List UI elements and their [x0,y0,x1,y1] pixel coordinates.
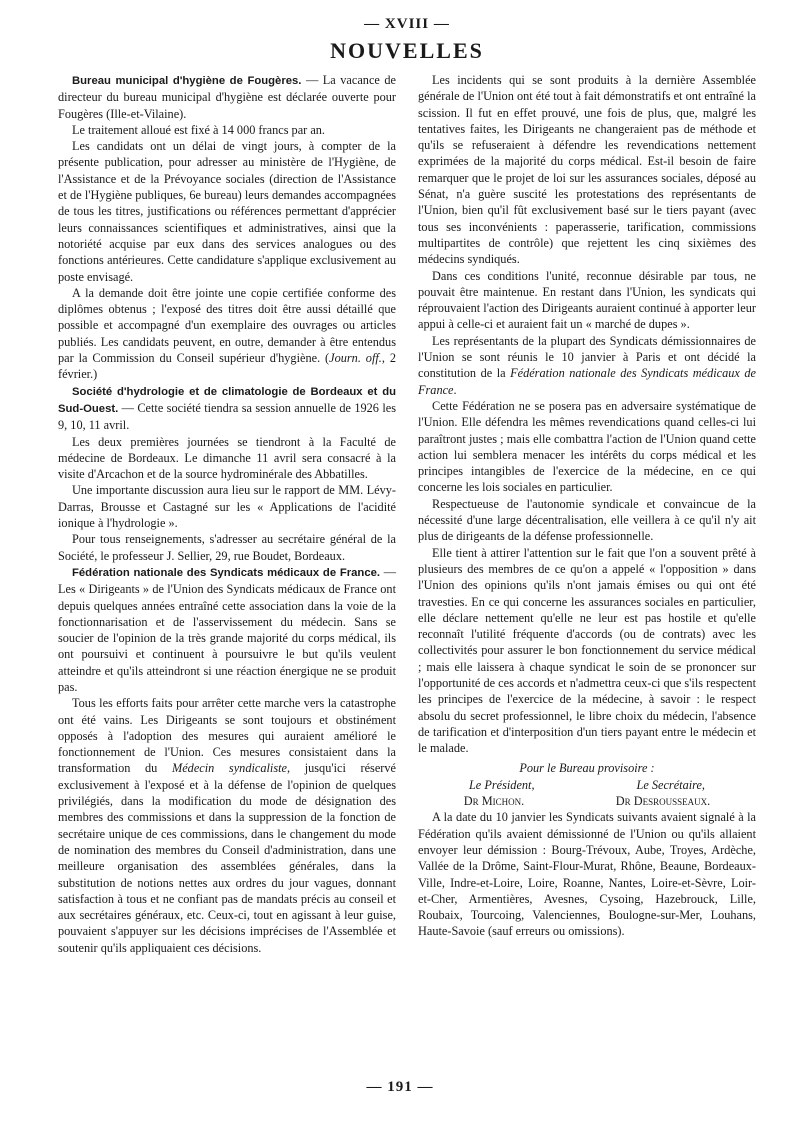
right-text-3a: Les représentants de la plupart des Syndicats démissionnaires de l'Union se sont réunis le 10 janvier à Paris et ont décidé la constitution de la [418,333,756,381]
federation-name: Fédération nationale des Syndicats médicaux de France [418,366,756,397]
fed-paragraph-2 [58,695,396,956]
roman-page-number: — XVIII — [364,16,450,32]
hydro-paragraph-1 [58,383,396,434]
fed-text-2a: Tous les efforts faits pour arrêter cette marche vers la catastrophe ont été vains. Les Dirigeants se sont toujours et obstinément opposés à l'adoption des mesures qui auraient amélioré le fonctionnement de l'Union. Ces mesures consistaient dans la transformation du [58,696,396,776]
bureau-text-1: — La vacance de directeur du bureau municipal d'hygiène est déclarée ouverte pour Fougères (Ille-et-Vilaine). [58,73,396,121]
signature-roles [418,777,756,793]
bureau-paragraph-4 [58,285,396,383]
hydro-paragraph-3: Une importante discussion aura lieu sur le rapport de MM. Lévy-Darras, Brousse et Castagné sur les « Applications de l'acidité ionique à l'hydrologie ». [58,483,396,531]
text-columns [58,72,756,956]
fed-paragraph-1 [58,564,396,695]
hydro-text-1: — Cette société tiendra sa session annuelle de 1926 les 9, 10, 11 avril. [58,400,396,433]
medecin-syndicaliste-title: Médecin syndicaliste [171,761,287,776]
fed-heading: Fédération nationale des Syndicats médicaux de France. [72,566,381,579]
hydro-paragraph-2: Les deux premières journées se tiendront à la Faculté de médecine de Bordeaux. Le dimanche 11 avril sera consacré à la visite d'Arcachon et de la source hydrominérale des Abbatilles. [58,434,396,482]
right-column [418,72,756,956]
bureau-paragraph-3: Les candidats ont un délai de vingt jours, à compter de la présente publication, pour adresser au ministère de l'Hygiène, de l'Assistance et de la Prévoyance sociales (direction de l'Assistance et de l'Hygiène publiques, 6e bureau) leurs demandes accompagnées de tous les titres, justifications ou références permettant d'apprécier leurs connaissances scientifiques et administratives, ainsi que la notoriété acquise par eux dans des services analogues ou des fonctions antérieures. Cette candidature s'applique exclusivement au poste envisagé. [58,139,396,284]
page-number: — 191 — [366,1079,434,1095]
right-paragraph-3 [418,333,756,398]
right-text-3b: . [453,382,457,397]
right-paragraph-4: Cette Fédération ne se posera pas en adversaire systématique de l'Union. Elle défendra les mêmes revendications quand celles-ci lui paraîtront justes ; mais elle combattra l'action de l'Union quand cette action lui semblera menacer les intérêts du corps médical et les principes intangibles de l'exercice de la médecine, en ce qui concerne les lois sociales en particulier. [418,398,756,495]
right-paragraph-6: Elle tient à attirer l'attention sur le fait que l'on a souvent prêté à plusieurs des membres de ce qu'on a appelé « l'opposition » dans l'Union des opinions qu'ils n'ont jamais émises ou qui ont été travesties. En ce qui concerne les assurances sociales en particulier, elle déclare nettement qu'elle ne leur est pas hostile et qu'elle reconnaît l'utilité fréquente d'accords (ou de contrats) avec les collectivités pour assurer le bon fonctionnement du service médical ; mais elle laissera à chaque syndicat le soin de se prononcer sur l'opportunité de ces accords et n'admettra ceux-ci que s'ils respectent les principes de l'exercice de la médecine, à savoir : le respect absolu du secret professionnel, le libre choix du médecin, l'absence de tarification et d'interposition d'un tiers payant entre le médecin et le malade. [418,545,756,756]
hydro-paragraph-4: Pour tous renseignements, s'adresser au secrétaire général de la Société, le professeur J. Sellier, 29, rue Boudet, Bordeaux. [58,532,396,563]
secretary-role: Le Secrétaire, [636,777,706,792]
section-title: NOUVELLES [330,38,484,63]
bureau-text-4: A la demande doit être jointe une copie certifiée conforme des diplômes obtenus ; l'exposé des titres doit être aussi détaillé que possible et accompagné d'un exemplaire des ouvrages ou articles publiés. Les candidats peuvent, en outre, demander à être entendus par la Commission du Conseil supérieur d'hygiène. ( [58,285,396,366]
right-paragraph-5: Respectueuse de l'autonomie syndicale et convaincue de la nécessité d'une large décentralisation, elle veillera à ce qu'il n'y ait plus de dirigeants de la défense professionnelle. [418,496,756,544]
bureau-heading: Bureau municipal d'hygiène de Fougères. [72,75,302,87]
hydro-heading: Société d'hydrologie et de climatologie de Bordeaux et du Sud-Ouest. [58,385,396,415]
bureau-date: , 2 février.) [58,351,396,382]
president-name: Dr Michon. [463,794,525,809]
signature-names [418,793,756,809]
bureau-paragraph-2: Le traitement alloué est fixé à 14 000 francs par an. [72,122,326,137]
bureau-source: Journ. off. [329,351,382,366]
right-paragraph-7: A la date du 10 janvier les Syndicats suivants avaient signalé à la Fédération qu'ils avaient démissionné de l'Union ou qu'ils allaient envoyer leur démission : Bourg-Trévoux, Aube, Troyes, Ardèche, Vallée de la Drôme, Saint-Flour-Murat, Rhône, Beaune, Bordeaux-Ville, Indre-et-Loire, Loire, Roanne, Nantes, Loire-et-Sèvre, Loir-et-Cher, Armentières, Avesnes, Cysoing, Hazebrouck, Lille, Roubaix, Tourcoing, Valenciennes, Boulogne-sur-Mer, Louhans, Haute-Savoie (sauf erreurs ou omissions). [418,810,756,939]
bureau-paragraph-1 [58,72,396,122]
right-paragraph-1: Les incidents qui se sont produits à la dernière Assemblée générale de l'Union ont été tout à fait démonstratifs et ont entraîné la scission. Il fut en effet prouvé, une fois de plus, que, malgré les tentatives faites, les Dirigeants ne changeraient pas de méthode et qu'ils se refuseraient à défendre les revendications nettement exprimées de la majorité du corps médical. Est-il besoin de faire remarquer que le projet de loi sur les assurances sociales, déposé au Sénat, n'a guère suscité les protestations des représentants de l'Union, bien qu'il fût exclusivement basé sur le tiers payant (avec tous ses inconvénients : paperasserie, tarification, commissions multipartites de contrôle) que rejettent les cinq sixièmes des médecins syndiqués. [418,73,756,267]
right-paragraph-2: Dans ces conditions l'unité, reconnue désirable par tous, ne pouvait être maintenue. En restant dans l'Union, les syndicats qui réprouvaient l'action des Dirigeants auraient continué à apporter leur appui à celle-ci et auraient fait un « marché de dupes ». [418,268,756,332]
signature-block [418,760,756,809]
secretary-name: Dr Desrousseaux. [615,794,711,809]
signature-for: Pour le Bureau provisoire : [519,761,655,776]
left-column [58,72,396,956]
president-role: Le Président, [468,777,535,792]
fed-text-1: — Les « Dirigeants » de l'Union des Syndicats médicaux de France ont depuis quelques années entraîné cette association dans la voie de la fonctionnarisation et de l'asservissement du médecin. Sans se soucier de l'opinion de la très grande majorité du corps médical, ils ont poursuivi et continuent à poursuivre le but qu'ils veulent atteindre et qu'ils atteindront si une réaction énergique ne se produit pas. [58,564,396,694]
fed-text-2b: , jusqu'ici réservé exclusivement à l'exposé et à la défense de l'opinion de quelques privilégiés, dans la modification du mode de désignation des membres des commissions et dans la suppression de la fonction de secrétaire unique de ces commissions, dans le changement du mode de nomination des membres du Conseil d'administration, dans une meilleure organisation des assemblées générales, dans la substitution de notions nettes aux ordres du jour vagues, donnant satisfaction à tous et ne confiant pas de mandats précis au conseil et aux secrétaires généraux, etc. Ceux-ci, tout en agissant à leur guise, pouvaient s'appuyer sur les décisions imprécises de l'Assemblée et soutenir qu'ils appliquaient ces décisions. [58,761,396,955]
